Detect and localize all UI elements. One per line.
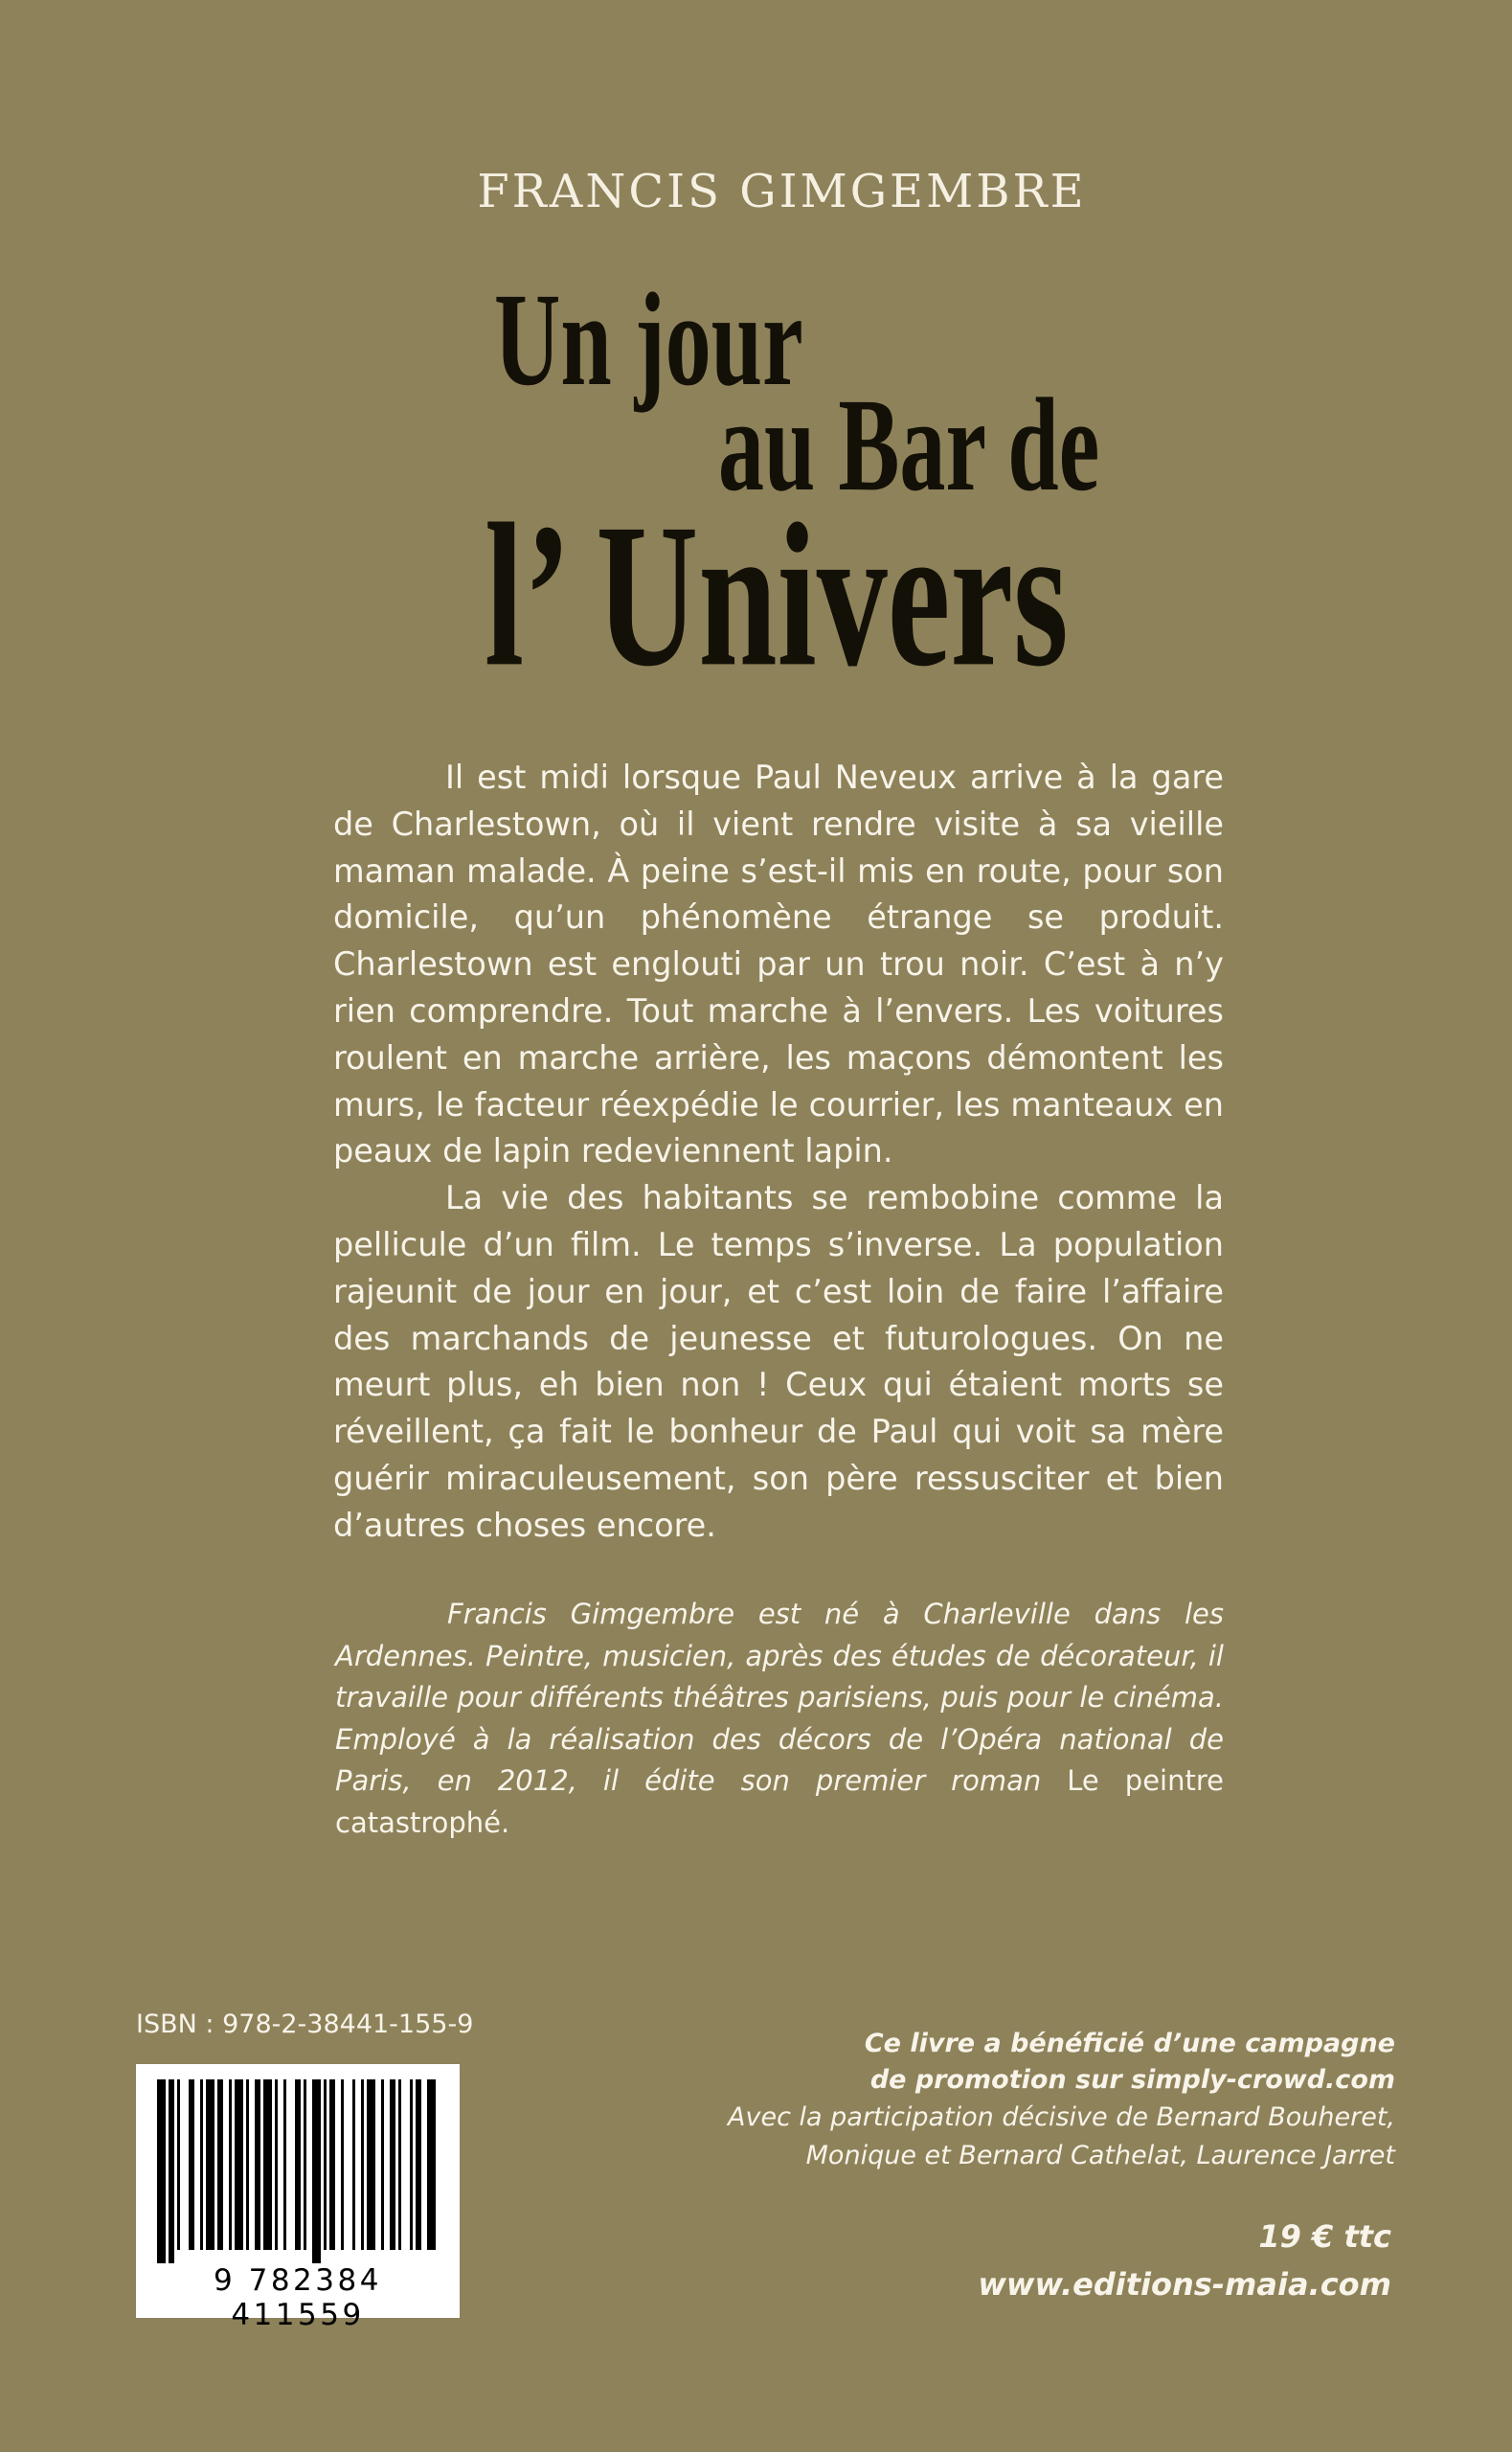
barcode-bar	[157, 2079, 166, 2263]
barcode-bar	[177, 2079, 180, 2250]
barcode-bar	[304, 2079, 306, 2250]
barcode-bar	[398, 2079, 401, 2250]
barcode-bar	[410, 2079, 413, 2250]
bio-text: Francis Gimgembre est né à Charleville dans les Ardennes. Peintre, musicien, après des études de décorateur, il travaille pour différents théâtres parisiens, puis pour le cinéma. Employé à la réalisation des décors de l’Opéra national de Paris, en 2012, il édite son premier roman	[335, 1598, 1224, 1797]
barcode-bar	[275, 2079, 278, 2250]
credits	[706, 2026, 1395, 2175]
barcode-bar	[361, 2079, 364, 2250]
barcode-bar	[324, 2079, 327, 2250]
barcode-bar	[189, 2079, 194, 2250]
barcode-bar	[206, 2079, 214, 2250]
bio-text-end: catastrophé.	[335, 1805, 510, 1839]
synopsis-paragraph: La vie des habitants se rembobine comme la pellicule d’un film. Le temps s’inverse. La population rajeunit de jour en jour, et c’est loin de faire l’affaire des marchands de jeunesse et futurologues. On ne meurt plus, eh bien non ! Ceux qui étaient morts se réveillent, ça fait le bonheur de Paul qui voit sa mère guérir miraculeusement, son père ressusciter et bien d’autres choses encore.	[333, 1179, 1224, 1544]
participation-line-2: Monique et Bernard Cathelat, Laurence Jarret	[805, 2141, 1395, 2170]
barcode-bar	[329, 2079, 335, 2250]
participation-line-1: Avec la participation décisive de Bernard Bouheret,	[728, 2102, 1395, 2132]
barcode-digits: 9 782384 411559	[214, 2263, 382, 2332]
price: 19 € ttc	[1258, 2218, 1391, 2255]
barcode-bar	[381, 2079, 384, 2250]
isbn-label: ISBN : 978-2-38441-155-9	[136, 2009, 474, 2039]
barcode-bar	[235, 2079, 243, 2250]
barcode-bar	[217, 2079, 223, 2250]
barcode-bar	[341, 2079, 344, 2250]
barcode-bar	[200, 2079, 203, 2250]
barcode-bar	[263, 2079, 272, 2250]
title-line-1: Un jour	[494, 264, 803, 414]
barcode-bar	[246, 2079, 249, 2250]
barcode-bar	[427, 2079, 436, 2250]
barcode-bar	[352, 2079, 355, 2250]
author-name: FRANCIS GIMGEMBRE	[477, 165, 1087, 218]
synopsis	[333, 755, 1224, 1550]
campaign-line-2: de promotion sur simply-crowd.com	[869, 2065, 1395, 2095]
barcode-bar	[229, 2079, 232, 2250]
barcode-bar	[390, 2079, 395, 2250]
barcode-bar	[295, 2079, 301, 2250]
barcode-bar	[312, 2079, 321, 2263]
book-title	[0, 0, 1512, 728]
barcode-bar	[283, 2079, 286, 2250]
barcode-bar	[169, 2079, 174, 2263]
barcode-bar	[416, 2079, 421, 2250]
bio-book-title: Le peintre	[1067, 1764, 1224, 1797]
title-line-2: au Bar de	[718, 370, 1100, 519]
campaign-line-1: Ce livre a bénéficié d’une campagne	[864, 2029, 1395, 2058]
title-line-3: l’ Univers	[485, 482, 1069, 711]
barcode	[136, 2064, 460, 2332]
barcode-bar	[255, 2079, 260, 2250]
barcode-bar	[367, 2079, 375, 2250]
author-bio	[335, 1594, 1224, 1844]
synopsis-paragraph: Il est midi lorsque Paul Neveux arrive à la gare de Charlestown, où il vient rendre visite à sa vieille maman malade. À peine s’est-il mis en route, pour son domicile, qu’un phénomène étrange se produit. Charlestown est englouti par un trou noir. C’est à n’y rien comprendre. Tout marche à l’envers. Les voitures roulent en marche arrière, les maçons démontent les murs, le facteur réexpédie le courrier, les manteaux en peaux de lapin redeviennent lapin.	[333, 759, 1224, 1170]
website: www.editions-maia.com	[978, 2266, 1391, 2303]
